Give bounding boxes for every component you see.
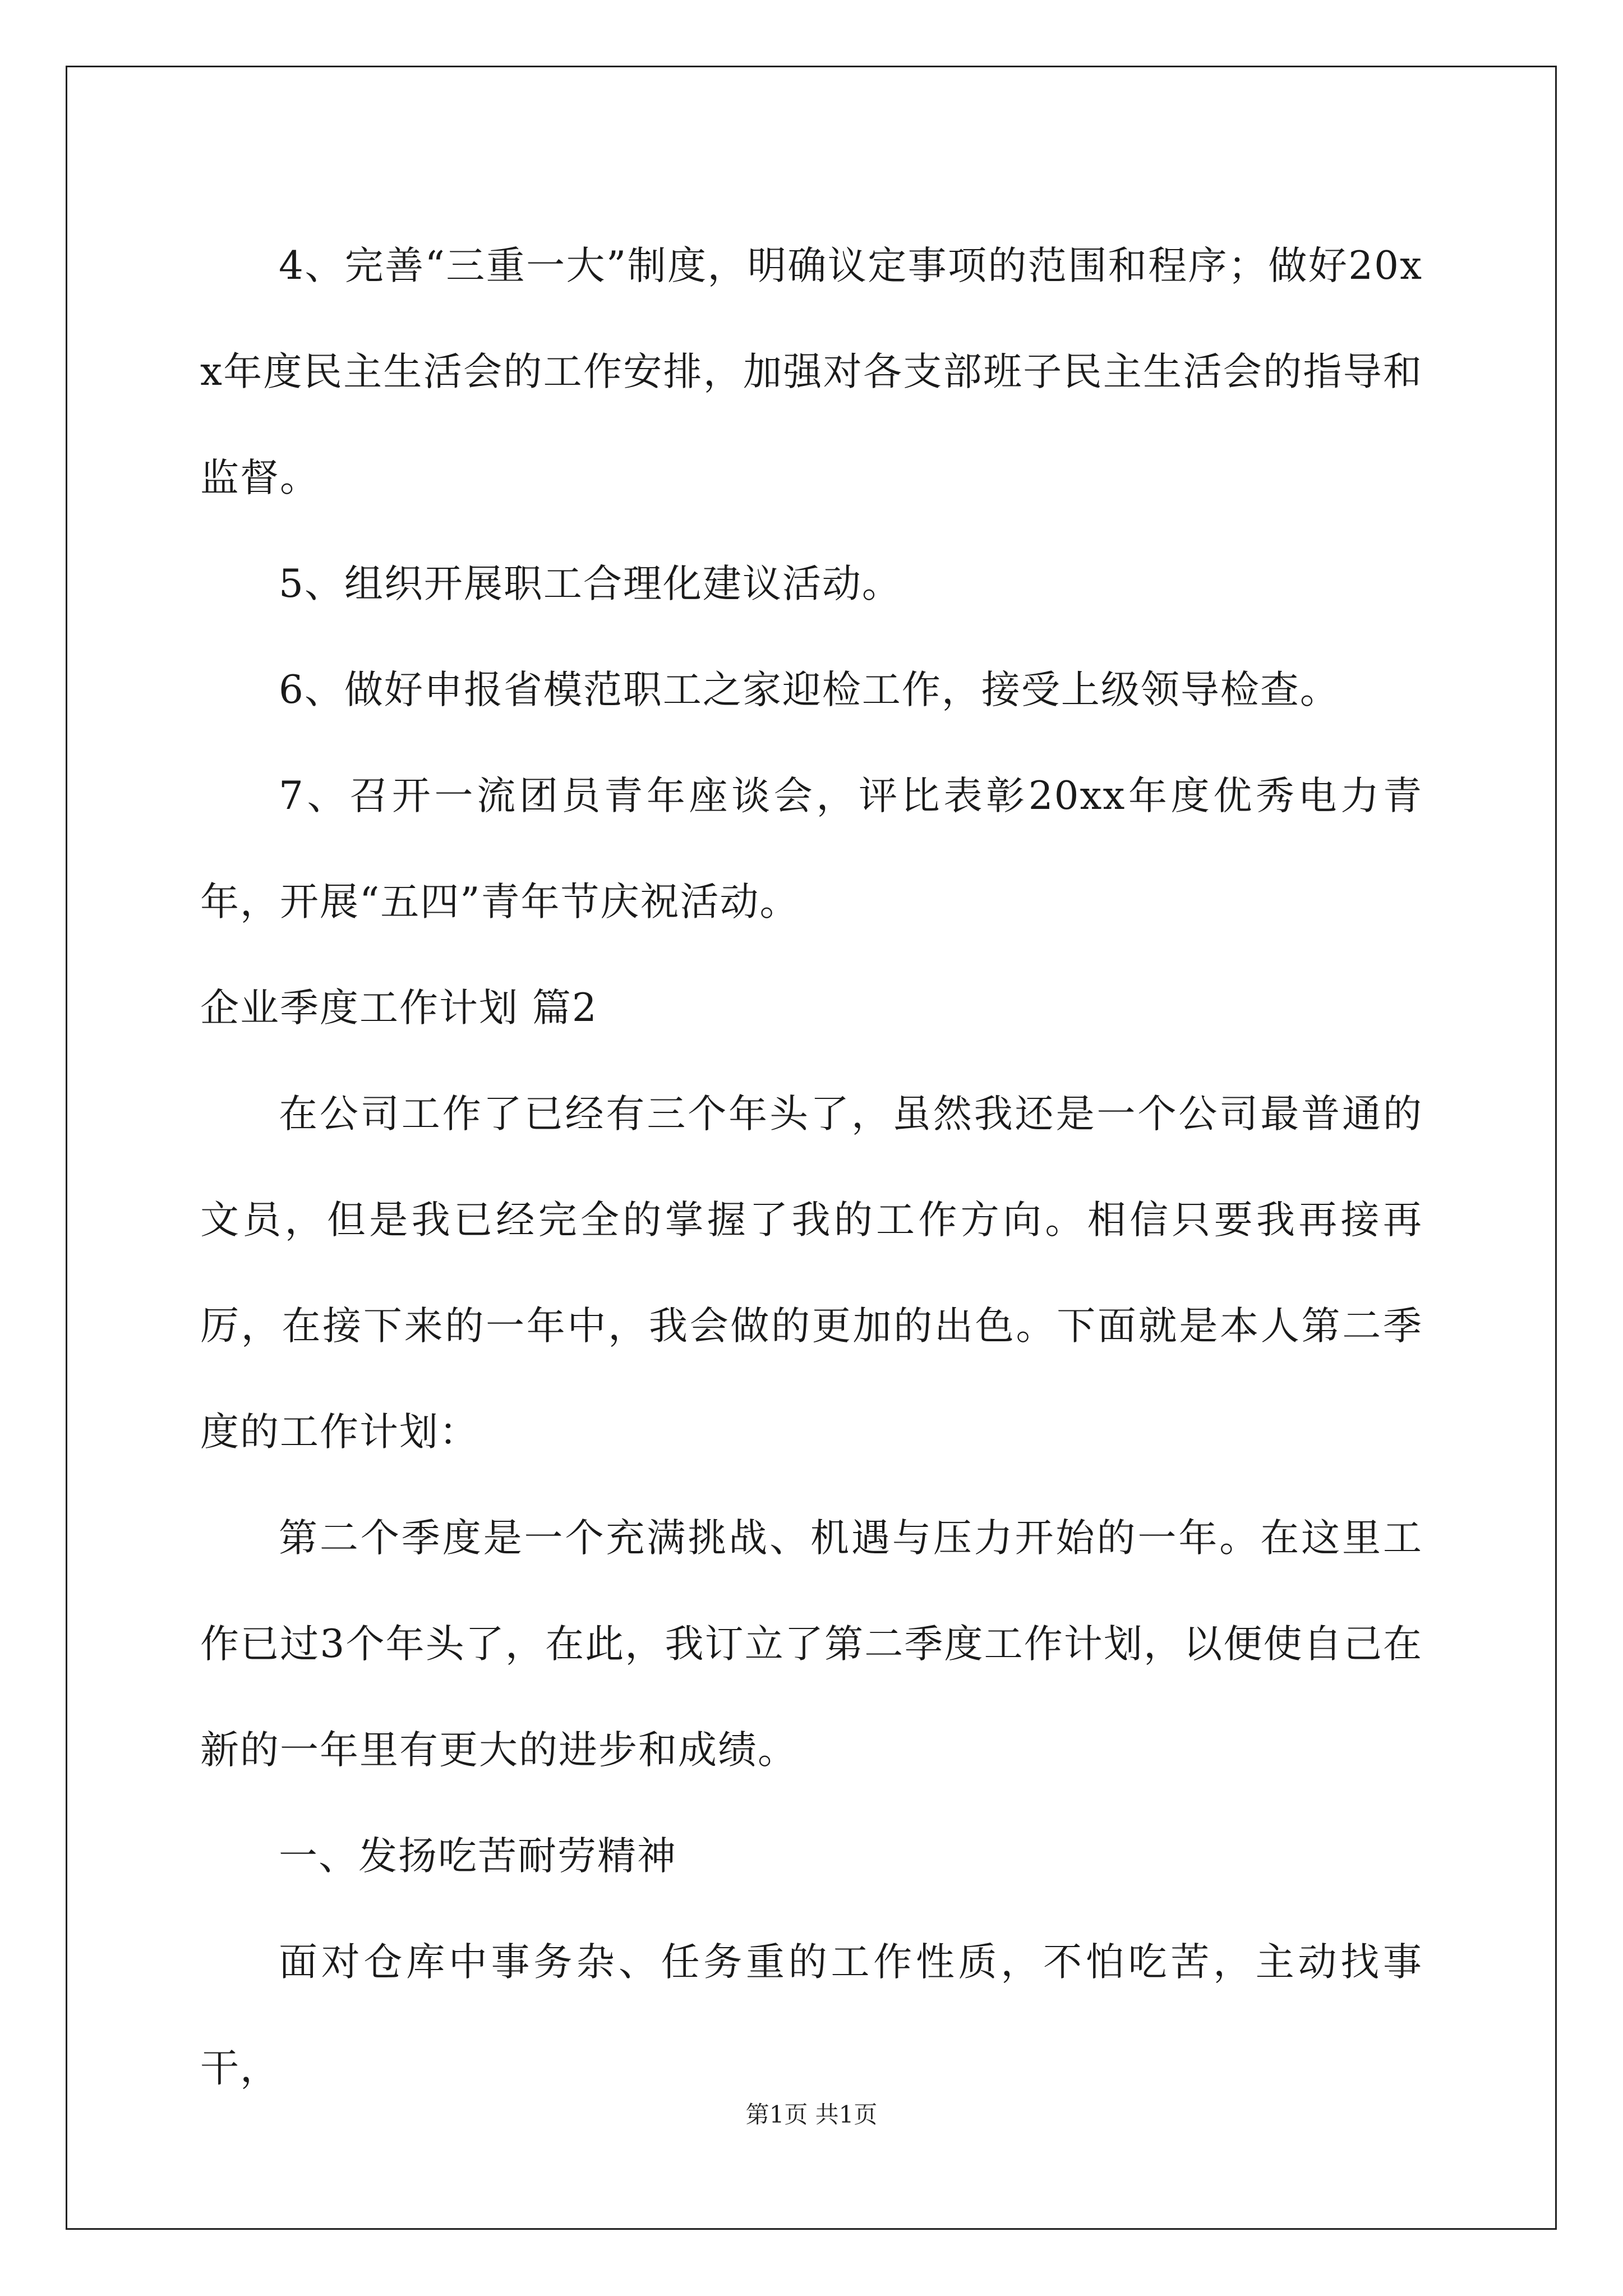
paragraph-intro: 在公司工作了已经有三个年头了，虽然我还是一个公司最普通的文员，但是我已经完全的掌握了我的工作方向。相信只要我再接再厉，在接下来的一年中，我会做的更加的出色。下面就是本人第二季度的工作计划： (200, 1092, 1423, 1455)
paragraph-item-4: 4、完善“三重一大”制度，明确议定事项的范围和程序；做好20xx年度民主生活会的工作安排，加强对各支部班子民主生活会的指导和监督。 (200, 243, 1423, 500)
subheading-spirit: 一、发扬吃苦耐劳精神 (279, 1834, 677, 1879)
paragraph-second-quarter: 第二个季度是一个充满挑战、机遇与压力开始的一年。在这里工作已过3个年头了，在此，我订立了第二季度工作计划，以便使自己在新的一年里有更大的进步和成绩。 (200, 1516, 1423, 1773)
page-footer: 第1页 共1页 (745, 2101, 878, 2128)
paragraph-item-7: 7、召开一流团员青年座谈会，评比表彰20xx年度优秀电力青年，开展“五四”青年节庆祝活动。 (200, 774, 1423, 924)
paragraph-item-5: 5、组织开展职工合理化建议活动。 (279, 562, 902, 606)
paragraph-item-6: 6、做好申报省模范职工之家迎检工作，接受上级领导检查。 (279, 668, 1340, 712)
paragraph-warehouse: 面对仓库中事务杂、任务重的工作性质，不怕吃苦，主动找事干， (200, 1940, 1423, 2091)
section-heading: 企业季度工作计划 篇2 (200, 986, 598, 1030)
document-body (200, 213, 1423, 2122)
